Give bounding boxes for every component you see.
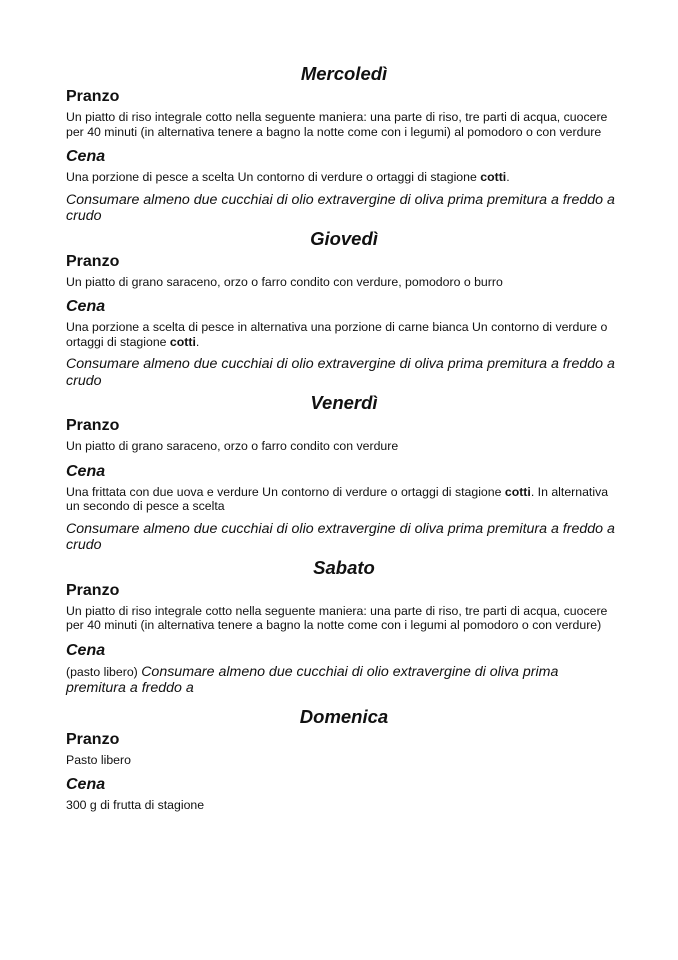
cena-text-main: Una porzione a scelta di pesce in alternativa una porzione di carne bianca Un contorno di verdure o ortaggi di stagione <box>66 320 608 349</box>
cena-text-main: Una frittata con due uova e verdure Un contorno di verdure o ortaggi di stagione <box>66 484 505 499</box>
cena-text-main: Una porzione di pesce a scelta Un contorno di verdure o ortaggi di stagione <box>66 170 481 184</box>
pranzo-text: Un piatto di riso integrale cotto nella seguente maniera: una parte di riso, tre parti di acqua, cuocere per 40 minuti (in alternativa tenere a bagno la notte come con i legumi) al pomodoro o con verdure <box>66 110 608 139</box>
cena-text-bold: cotti <box>169 334 196 349</box>
day-section-mercoledi <box>66 62 622 225</box>
cena-text <box>66 320 622 349</box>
cena-text-after: . In alternativa un secondo di pesce a scelta <box>66 484 609 513</box>
pranzo-heading: Pranzo <box>66 581 120 599</box>
day-section-domenica <box>66 705 622 813</box>
pranzo-heading: Pranzo <box>66 417 120 434</box>
oil-note: Consumare almeno due cucchiai di olio extravergine di oliva prima premitura a freddo a crudo <box>66 520 615 553</box>
day-title: Sabato <box>313 556 375 578</box>
cena-text-bold: cotti <box>480 170 507 184</box>
cena-text <box>66 485 622 514</box>
oil-note: Consumare almeno due cucchiai di olio extravergine di oliva prima premitura a freddo a crudo <box>66 356 615 389</box>
cena-text <box>66 664 622 697</box>
cena-text-after: . <box>195 334 200 349</box>
cena-text-bold: cotti <box>504 484 531 499</box>
pranzo-heading: Pranzo <box>66 252 120 270</box>
day-title: Mercoledì <box>300 63 388 84</box>
pranzo-text: Un piatto di riso integrale cotto nella seguente maniera: una parte di riso, tre parti di acqua, cuocere per 40 minuti (in alternativa tenere a bagno la notte come con i legumi al pomodoro o con verdure) <box>66 603 608 632</box>
day-title: Giovedì <box>310 227 378 249</box>
cena-heading: Cena <box>66 148 106 165</box>
cena-heading: Cena <box>66 776 106 793</box>
oil-note: Consumare almeno due cucchiai di olio extravergine di oliva prima premitura a freddo a crudo <box>66 191 615 224</box>
day-section-sabato <box>66 556 622 697</box>
cena-text-plain: (pasto libero) <box>66 664 142 679</box>
pranzo-text: Pasto libero <box>66 752 131 767</box>
diet-plan-page <box>66 62 622 820</box>
cena-text: 300 g di frutta di stagione <box>66 798 205 812</box>
day-title: Venerdì <box>310 392 378 413</box>
cena-heading: Cena <box>66 641 106 659</box>
pranzo-heading: Pranzo <box>66 730 120 748</box>
cena-text <box>66 170 622 185</box>
pranzo-text: Un piatto di grano saraceno, orzo o farro condito con verdure <box>66 439 399 453</box>
day-title: Domenica <box>299 705 389 727</box>
day-section-venerdi <box>66 391 622 554</box>
cena-text-after: . <box>506 170 510 184</box>
cena-heading: Cena <box>66 462 106 480</box>
oil-note: Consumare almeno due cucchiai di olio extravergine di oliva prima premitura a freddo a <box>66 663 559 696</box>
pranzo-text: Un piatto di grano saraceno, orzo o farro condito con verdure, pomodoro o burro <box>66 274 503 289</box>
day-section-giovedi <box>66 227 622 390</box>
pranzo-heading: Pranzo <box>66 88 120 105</box>
cena-heading: Cena <box>66 298 106 315</box>
